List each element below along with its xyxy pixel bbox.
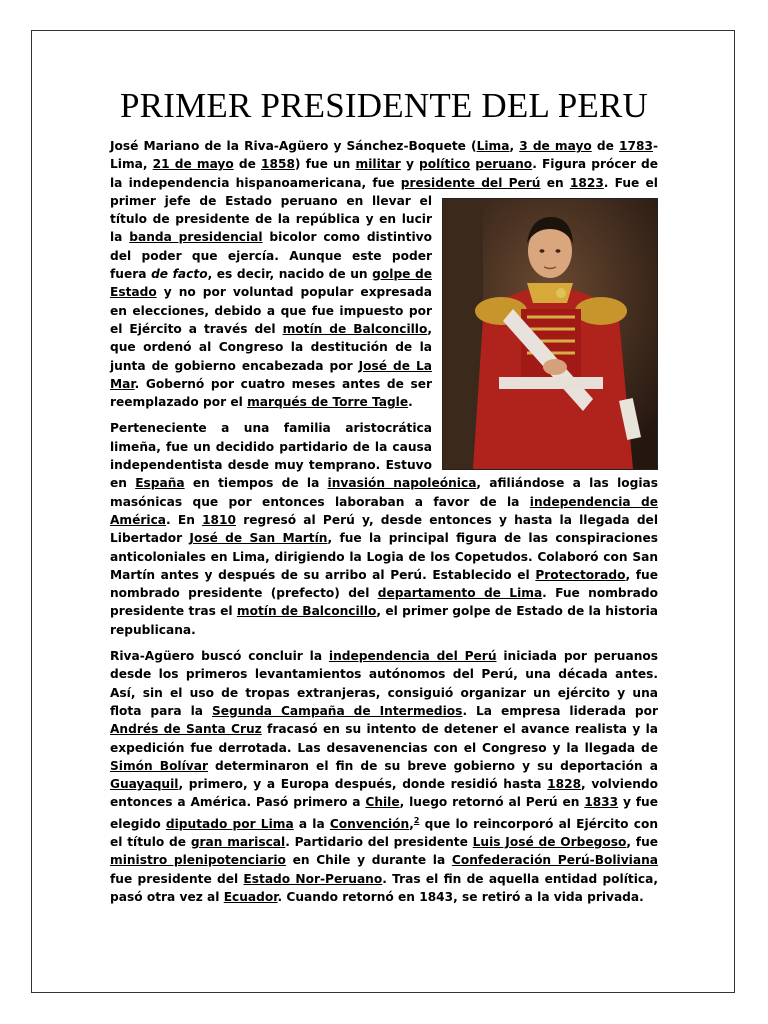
- text: , primero, y a Europa después, donde residió hasta: [178, 777, 548, 792]
- paragraph-1: [110, 137, 658, 411]
- text: , luego retornó al Perú en: [399, 795, 585, 810]
- link-peruano[interactable]: peruano: [475, 157, 533, 172]
- text: , volviendo entonces a América. Pasó primero a: [110, 777, 658, 810]
- link-diputado-por-lima[interactable]: diputado por Lima: [165, 816, 294, 831]
- text: fracasó en su intento de detener el avance realista y la expedición fue derrotada. Las desavenencias con el Congreso y la llegada de: [110, 722, 658, 755]
- text: , fue: [626, 835, 659, 850]
- footnote-ref[interactable]: 2: [413, 815, 420, 825]
- link-ministro-plenipotenciario[interactable]: ministro plenipotenciario: [110, 853, 286, 868]
- link-luis-jose-de-orbegoso[interactable]: Luis José de Orbegoso: [472, 835, 627, 850]
- link-invasion-napoleonica[interactable]: invasión napoleónica: [327, 476, 477, 491]
- text: . Cuando retornó en 1843, se retiró a la vida privada.: [277, 889, 644, 904]
- text: en: [540, 175, 570, 190]
- link-jose-de-san-martin[interactable]: José de San Martín: [189, 531, 328, 546]
- link-banda-presidencial[interactable]: banda presidencial: [129, 230, 263, 245]
- link-1858[interactable]: 1858: [261, 157, 295, 172]
- text: . En: [166, 512, 203, 527]
- text: . La empresa liderada por: [462, 703, 659, 718]
- text: . Partidario del presidente: [285, 835, 473, 850]
- link-independencia-del-peru[interactable]: independencia del Perú: [328, 649, 497, 664]
- link-lima[interactable]: Lima: [476, 139, 510, 153]
- text: bicolor como distintivo del poder que ejercía. Aunque este poder fuera: [110, 230, 432, 282]
- link-convencion[interactable]: Convención: [329, 816, 410, 831]
- page-title: PRIMER PRESIDENTE DEL PERU: [120, 86, 648, 125]
- text: fue presidente del: [110, 871, 244, 886]
- paragraph-3: [110, 647, 658, 906]
- text: en Chile y durante la: [285, 853, 452, 868]
- text: regresó al Perú y, desde entonces y hasta la llegada del Libertador: [110, 512, 658, 546]
- link-independencia-de-america[interactable]: independencia de América: [110, 494, 658, 527]
- link-presidente-del-peru[interactable]: presidente del Perú: [400, 175, 541, 190]
- text: .: [408, 395, 413, 410]
- text: , es decir, nacido de un: [207, 267, 373, 282]
- text: y no por voluntad popular expresada en elecciones, debido a que fue impuesto por el Ejército a través del: [110, 285, 432, 336]
- link-ecuador[interactable]: Ecuador: [223, 889, 278, 904]
- link-21-de-mayo[interactable]: 21 de mayo: [152, 157, 234, 172]
- text: Perteneciente a una familia aristocrática limeña, fue un decidido partidario de la causa independentista desde muy temprano. Estuvo en: [110, 421, 432, 491]
- text: iniciada por peruanos desde los primeros levantamientos autónomos del Perú, una década antes. Así, sin el uso de tropas extranjeras, consiguió organizar un ejército y una flota para la: [110, 649, 659, 718]
- link-protectorado[interactable]: Protectorado: [535, 567, 626, 582]
- link-3-de-mayo[interactable]: 3 de mayo: [519, 139, 592, 153]
- text: . Fue nombrado presidente tras el: [110, 586, 658, 619]
- link-golpe-de-estado[interactable]: golpe de Estado: [110, 267, 433, 300]
- text: , fue la principal figura de las conspiraciones anticoloniales en Lima, dirigiendo la Logia de los Copetudos. Colaboró con San Martín antes y después de su arribo al Perú. Establecido el: [110, 531, 659, 582]
- text: ,: [409, 816, 414, 831]
- italic-de-facto: de facto: [151, 267, 208, 282]
- text: que lo reincorporó al Ejército con el título de: [110, 816, 658, 850]
- text: de: [233, 157, 261, 172]
- portrait: [442, 198, 658, 470]
- link-1783[interactable]: 1783: [619, 139, 653, 153]
- text: , que ordenó al Congreso la destitución de la junta de gobierno encabezada por: [110, 321, 432, 373]
- link-departamento-de-lima[interactable]: departamento de Lima: [377, 586, 543, 601]
- text: . Gobernó por cuatro meses antes de ser reemplazado por el: [110, 376, 432, 410]
- link-andres-de-santa-cruz[interactable]: Andrés de Santa Cruz: [110, 722, 262, 737]
- link-politico[interactable]: político: [419, 157, 471, 172]
- text: , el primer golpe de Estado de la historia republicana.: [110, 604, 658, 637]
- text: , fue nombrado presidente (prefecto) del: [110, 567, 658, 601]
- text: . Figura prócer de la independencia hispanoamericana, fue: [110, 157, 658, 190]
- link-segunda-campana-de-intermedios[interactable]: Segunda Campaña de Intermedios: [211, 703, 463, 718]
- text: , afiliándose a las logias masónicas que por entonces laboraban a favor de la: [110, 476, 658, 509]
- article-body: [110, 137, 658, 914]
- link-1823[interactable]: 1823: [569, 175, 604, 190]
- link-simon-bolivar[interactable]: Simón Bolívar: [110, 758, 208, 773]
- link-motin-de-balconcillo-2[interactable]: motín de Balconcillo: [236, 604, 377, 619]
- link-jose-de-la-mar[interactable]: José de La Mar: [110, 358, 432, 391]
- link-chile[interactable]: Chile: [365, 795, 400, 810]
- link-estado-nor-peruano[interactable]: Estado Nor-Peruano: [243, 871, 383, 886]
- portrait-image: [443, 199, 657, 469]
- text: Riva-Agüero buscó concluir la: [110, 649, 329, 664]
- text: de: [591, 139, 620, 153]
- link-marques-de-torre-tagle[interactable]: marqués de Torre Tagle: [247, 395, 409, 410]
- link-gran-mariscal[interactable]: gran mariscal: [190, 835, 286, 850]
- text: y fue elegido: [110, 795, 658, 831]
- link-guayaquil[interactable]: Guayaquil: [110, 777, 179, 792]
- text: -Lima,: [110, 139, 658, 172]
- link-espana[interactable]: España: [135, 476, 185, 491]
- text: José Mariano de la Riva-Agüero y Sánchez-Boquete (: [110, 139, 477, 153]
- link-motin-de-balconcillo[interactable]: motín de Balconcillo: [282, 321, 428, 336]
- text: . Fue el primer jefe de Estado peruano en llevar el título de presidente de la república y en lucir la: [110, 175, 658, 245]
- text: determinaron el fin de su breve gobierno y su deportación a: [207, 758, 658, 773]
- text: a la: [293, 816, 330, 831]
- link-1833[interactable]: 1833: [584, 795, 619, 810]
- text: . Tras el fin de aquella entidad política, pasó otra vez al: [110, 871, 658, 904]
- link-confederacion-peru-boliviana[interactable]: Confederación Perú-Boliviana: [451, 853, 658, 868]
- link-1828[interactable]: 1828: [547, 777, 582, 792]
- text: ,: [509, 139, 520, 153]
- text: ) fue un: [294, 157, 356, 172]
- text: en tiempos de la: [184, 476, 328, 491]
- link-1810[interactable]: 1810: [202, 512, 236, 527]
- link-militar[interactable]: militar: [355, 157, 401, 172]
- text: y: [400, 157, 420, 172]
